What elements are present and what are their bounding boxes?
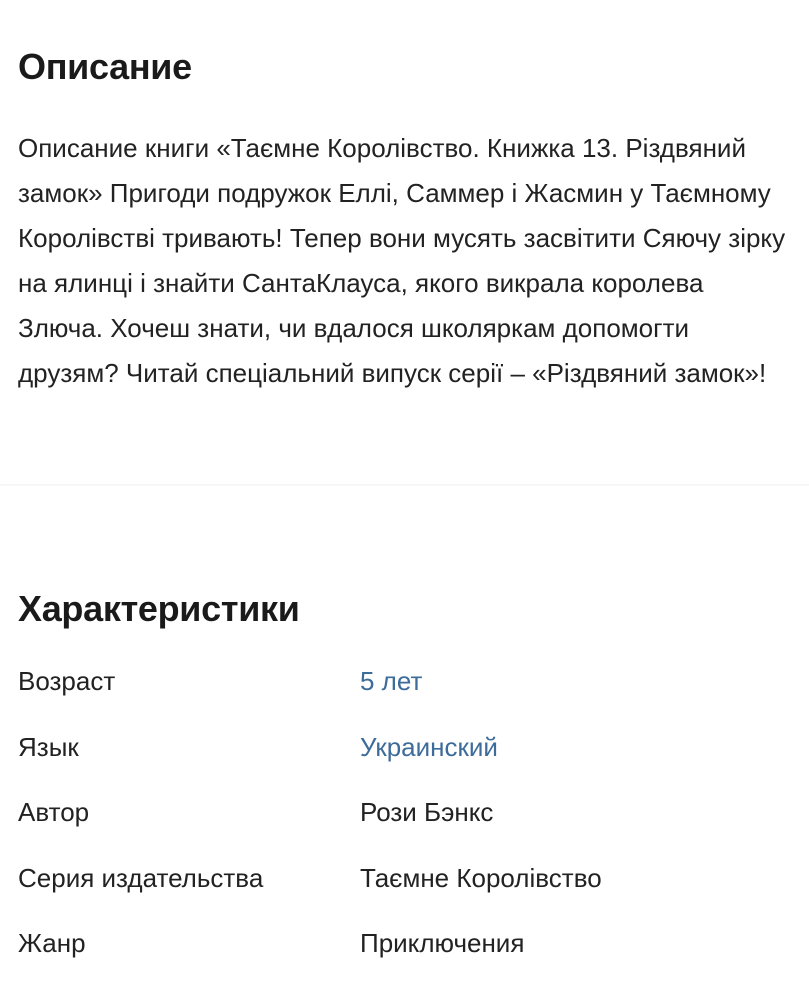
spec-row-series <box>0 857 809 923</box>
spec-value-genre: Приключения <box>360 928 525 958</box>
spec-value-author: Рози Бэнкс <box>360 797 494 827</box>
spec-value-series: Таємне Королівство <box>360 862 602 893</box>
spec-label-series: Серия издательства <box>18 862 264 893</box>
spec-value-age-link[interactable]: 5 лет <box>360 666 423 696</box>
spec-row-language <box>0 726 809 792</box>
spec-row-age <box>0 660 809 726</box>
spec-label-author: Автор <box>18 797 90 827</box>
spec-label-age: Возраст <box>18 666 116 696</box>
spec-row-genre <box>0 922 809 988</box>
spec-label-genre: Жанр <box>18 928 86 958</box>
specs-table <box>0 660 809 988</box>
description-text: Описание книги «Таємне Королівство. Книжка 13. Різдвяний замок» Пригоди подружок Еллі, Саммер і Жасмин у Таємному Королівстві тривають! Тепер вони мусять засвітити Сяючу зірку на ялинці і знайти СантаКлауса, якого викрала королева Злюча. Хочеш знати, чи вдалося школяркам допомогти друзям? Читай спеціальний випуск серії – «Різдвяний замок»! <box>18 133 786 388</box>
description-title: Описание <box>18 46 192 87</box>
spec-row-author <box>0 791 809 857</box>
spec-label-language: Язык <box>18 731 79 762</box>
section-divider <box>0 484 809 486</box>
spec-value-language-link[interactable]: Украинский <box>360 731 498 762</box>
specs-title: Характеристики <box>18 588 300 629</box>
